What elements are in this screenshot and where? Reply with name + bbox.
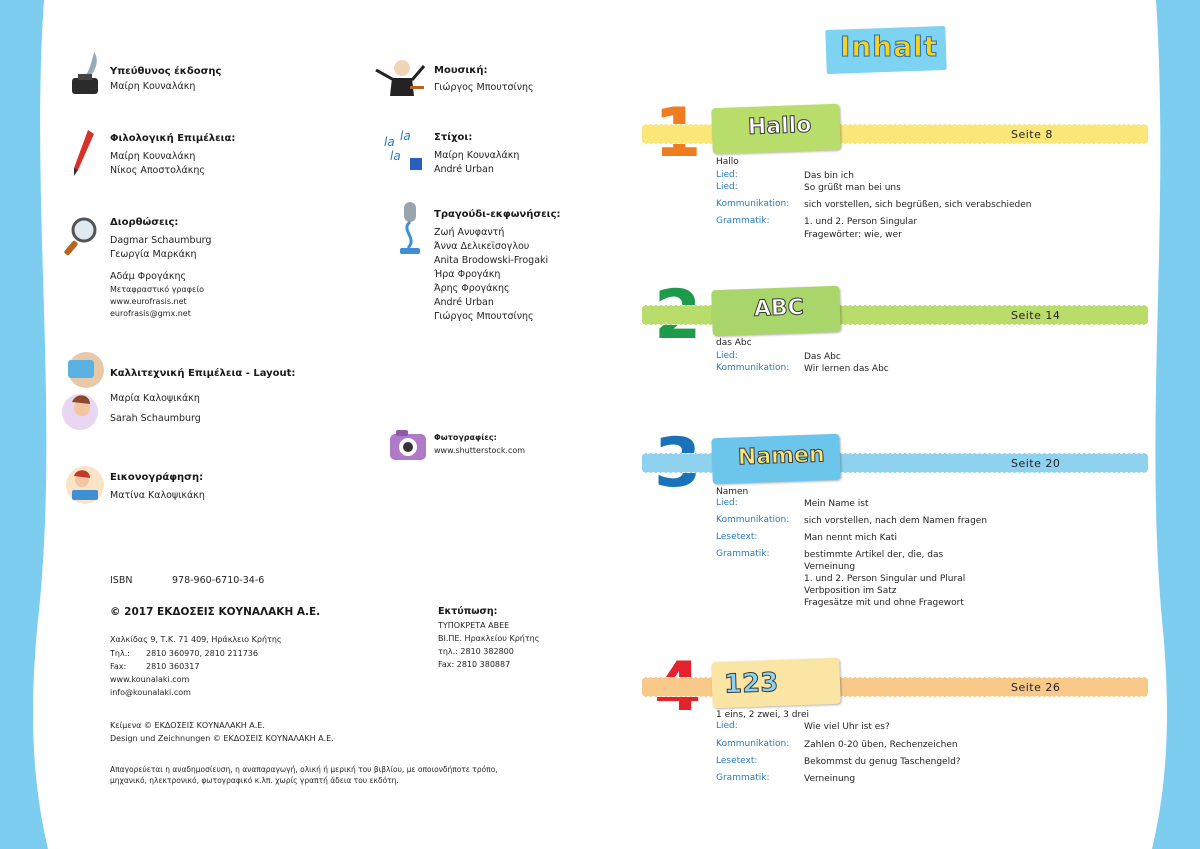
art-title: Καλλιτεχνική Επιμέλεια - Layout: xyxy=(110,368,296,379)
chapter-1-label-1: Lied: xyxy=(716,170,738,180)
proofreading-name-1: Dagmar Schaumburg xyxy=(110,235,212,246)
printer-name: ΤΥΠΟΚΡΕΤΑ ΑΒΕΕ xyxy=(438,621,510,630)
isbn-label: ISBN xyxy=(110,575,133,586)
svg-text:la: la xyxy=(384,135,395,149)
proofreading-title: Διορθώσεις: xyxy=(110,217,179,228)
chapter-4-title: 1 eins, 2 zwei, 3 drei xyxy=(716,710,810,720)
chapter-1-label-4: Grammatik: xyxy=(716,216,770,226)
chapter-1-thumbnail xyxy=(711,104,841,154)
printer-location: ΒΙ.ΠΕ. Ηρακλείου Κρήτης xyxy=(438,634,540,643)
photos-source: www.shutterstock.com xyxy=(434,446,526,455)
photos-title: Φωτογραφίες: xyxy=(434,433,497,442)
chapter-3-thumbnail-word: Namen xyxy=(737,442,826,471)
chapter-3-page: Seite 20 xyxy=(1011,457,1061,470)
chapter-3-thumbnail xyxy=(711,434,841,484)
inhalt-heading: Inhalt xyxy=(839,30,939,63)
chapter-4-value-4: Verneinung xyxy=(804,774,856,784)
chapter-2-label-2: Kommunikation: xyxy=(716,363,790,373)
la-la-notes-icon xyxy=(382,128,428,174)
isbn-value: 978-960-6710-34-6 xyxy=(172,575,265,586)
chapter-4-value-3: Bekommst du genug Taschengeld? xyxy=(804,757,961,767)
chapter-1-value-1: Das bin ich xyxy=(804,171,854,181)
chapter-3-value-4b: Verneinung xyxy=(804,562,856,572)
chapter-4-label-1: Lied: xyxy=(716,721,738,731)
chapter-3-value-4c: 1. und 2. Person Singular und Plural xyxy=(804,574,966,584)
printer-tel: τηλ.: 2810 382800 xyxy=(438,647,514,656)
chapter-1-label-3: Kommunikation: xyxy=(716,199,790,209)
art-name-1: Μαρία Καλοψικάκη xyxy=(110,393,200,404)
editor-title: Υπεύθυνος έκδοσης xyxy=(110,66,222,77)
inkwell-quill-icon xyxy=(66,50,106,98)
illustrator-icon xyxy=(64,464,106,506)
illustration-name: Ματίνα Καλοψικάκη xyxy=(110,490,205,501)
chapter-1-page: Seite 8 xyxy=(1011,128,1053,141)
chapter-4-label-2: Kommunikation: xyxy=(716,739,790,749)
illustration-title: Εικονογράφηση: xyxy=(110,472,204,483)
chapter-3-value-4e: Fragesätze mit und ohne Fragewort xyxy=(804,598,964,608)
chapter-4-label-4: Grammatik: xyxy=(716,773,770,783)
chapter-4-thumbnail-word: 123 xyxy=(723,667,779,700)
chapter-2-thumbnail-word: ABC xyxy=(753,295,805,322)
chapter-4-value-2: Zahlen 0-20 üben, Rechenzeichen xyxy=(804,740,958,750)
translator-name: Αδάμ Φρογάκης xyxy=(110,271,187,282)
voice-7: Γιώργος Μπουτσίνης xyxy=(434,311,534,322)
chapter-2-value-1: Das Abc xyxy=(804,352,841,362)
design-copyright: Design und Zeichnungen © ΕΚΔΟΣΕΙΣ ΚΟΥΝΑΛΑΚΗ Α.Ε. xyxy=(110,734,334,743)
voices-title: Τραγούδι-εκφωνήσεις: xyxy=(434,209,561,220)
chapter-3-value-2: sich vorstellen, nach dem Namen fragen xyxy=(804,516,988,526)
chapter-2-value-2: Wir lernen das Abc xyxy=(804,364,889,374)
address: Χαλκίδας 9, Τ.Κ. 71 409, Ηράκλειο Κρήτης xyxy=(110,635,282,644)
svg-text:la: la xyxy=(400,129,411,143)
tel-label: Τηλ.: xyxy=(110,649,130,658)
chapter-1-label-2: Lied: xyxy=(716,182,738,192)
voice-5: Άρης Φρογάκης xyxy=(434,283,510,294)
philology-name-2: Νίκος Αποστολάκης xyxy=(110,165,205,176)
chapter-4-thumbnail xyxy=(711,658,841,708)
chapter-2-label-1: Lied: xyxy=(716,351,738,361)
philology-title: Φιλολογική Επιμέλεια: xyxy=(110,133,236,144)
svg-text:la: la xyxy=(390,149,401,163)
pen-icon xyxy=(68,128,98,178)
chapter-3-value-4d: Verbposition im Satz xyxy=(804,586,897,596)
lyrics-name-2: André Urban xyxy=(434,164,494,175)
chapter-4-page: Seite 26 xyxy=(1011,681,1061,694)
printer-fax: Fax: 2810 380887 xyxy=(438,660,511,669)
chapter-2-thumbnail xyxy=(711,286,841,336)
voice-4: Ήρα Φρογάκη xyxy=(434,269,501,280)
chapter-1-value-4b: Fragewörter: wie, wer xyxy=(804,230,902,240)
chapter-4-value-1: Wie viel Uhr ist es? xyxy=(804,722,890,732)
chapter-3-label-4: Grammatik: xyxy=(716,549,770,559)
philology-name-1: Μαίρη Κουναλάκη xyxy=(110,151,196,162)
microphone-icon xyxy=(396,200,424,256)
music-title: Μουσική: xyxy=(434,65,488,76)
fax-label: Fax: xyxy=(110,662,127,671)
translator-office: Μεταφραστικό γραφείο xyxy=(110,285,204,294)
publisher-email: info@kounalaki.com xyxy=(110,688,191,697)
legal-line-2: μηχανικό, ηλεκτρονικό, φωτογραφικό κ.λπ. χωρίς γραπτή άδεια του εκδότη. xyxy=(110,776,399,785)
chapter-3-value-3: Man nennt mich Kati xyxy=(804,533,897,543)
fax-value: 2810 360317 xyxy=(146,662,200,671)
art-name-2: Sarah Schaumburg xyxy=(110,413,201,424)
voice-1: Ζωή Ανυφαντή xyxy=(434,227,505,238)
right-page-edge xyxy=(1140,0,1200,849)
chapter-3-label-3: Lesetext: xyxy=(716,532,758,542)
chapter-1-value-3: sich vorstellen, sich begrüßen, sich verabschieden xyxy=(804,200,1032,210)
chapter-4-label-3: Lesetext: xyxy=(716,756,758,766)
chapter-3-title: Namen xyxy=(716,487,749,497)
music-name: Γιώργος Μπουτσίνης xyxy=(434,82,534,93)
editor-name: Μαίρη Κουναλάκη xyxy=(110,81,196,92)
chapter-2-title: das Abc xyxy=(716,338,752,348)
left-page-edge xyxy=(0,0,60,849)
publisher-web: www.kounalaki.com xyxy=(110,675,190,684)
chapter-2-page: Seite 14 xyxy=(1011,309,1061,322)
conductor-icon xyxy=(374,56,426,102)
printing-title: Εκτύπωση: xyxy=(438,606,498,617)
lyrics-name-1: Μαίρη Κουναλάκη xyxy=(434,150,520,161)
proofreading-name-2: Γεωργία Μαρκάκη xyxy=(110,249,197,260)
chapter-1-title: Hallo xyxy=(716,157,739,167)
voice-6: André Urban xyxy=(434,297,494,308)
chapter-3-label-2: Kommunikation: xyxy=(716,515,790,525)
legal-line-1: Απαγορεύεται η αναδημοσίευση, η αναπαραγωγή, ολική ή μερική του βιβλίου, με οποιονδήποτε τρόπο, xyxy=(110,765,498,774)
chapter-3-value-4a: bestimmte Artikel der, die, das xyxy=(804,550,944,560)
camera-icon xyxy=(388,426,428,462)
texts-copyright: Κείμενα © ΕΚΔΟΣΕΙΣ ΚΟΥΝΑΛΑΚΗ Α.Ε. xyxy=(110,721,265,730)
chapter-1-value-4a: 1. und 2. Person Singular xyxy=(804,217,918,227)
translator-web: www.eurofrasis.net xyxy=(110,297,187,306)
voice-2: Άννα Δελικεϊσογλου xyxy=(434,241,530,252)
translator-email: eurofrasis@gmx.net xyxy=(110,309,191,318)
tel-value: 2810 360970, 2810 211736 xyxy=(146,649,258,658)
chapter-3-value-1: Mein Name ist xyxy=(804,499,869,509)
chapter-1-thumbnail-word: Hallo xyxy=(747,112,812,140)
lyrics-title: Στίχοι: xyxy=(434,132,473,143)
voice-3: Anita Brodowski-Frogaki xyxy=(434,255,549,266)
magnifier-icon xyxy=(64,216,100,256)
artist-illustration-icon xyxy=(60,350,108,440)
chapter-1-value-2: So grüßt man bei uns xyxy=(804,183,901,193)
copyright: © 2017 ΕΚΔΟΣΕΙΣ ΚΟΥΝΑΛΑΚΗ Α.Ε. xyxy=(110,606,321,618)
chapter-3-label-1: Lied: xyxy=(716,498,738,508)
